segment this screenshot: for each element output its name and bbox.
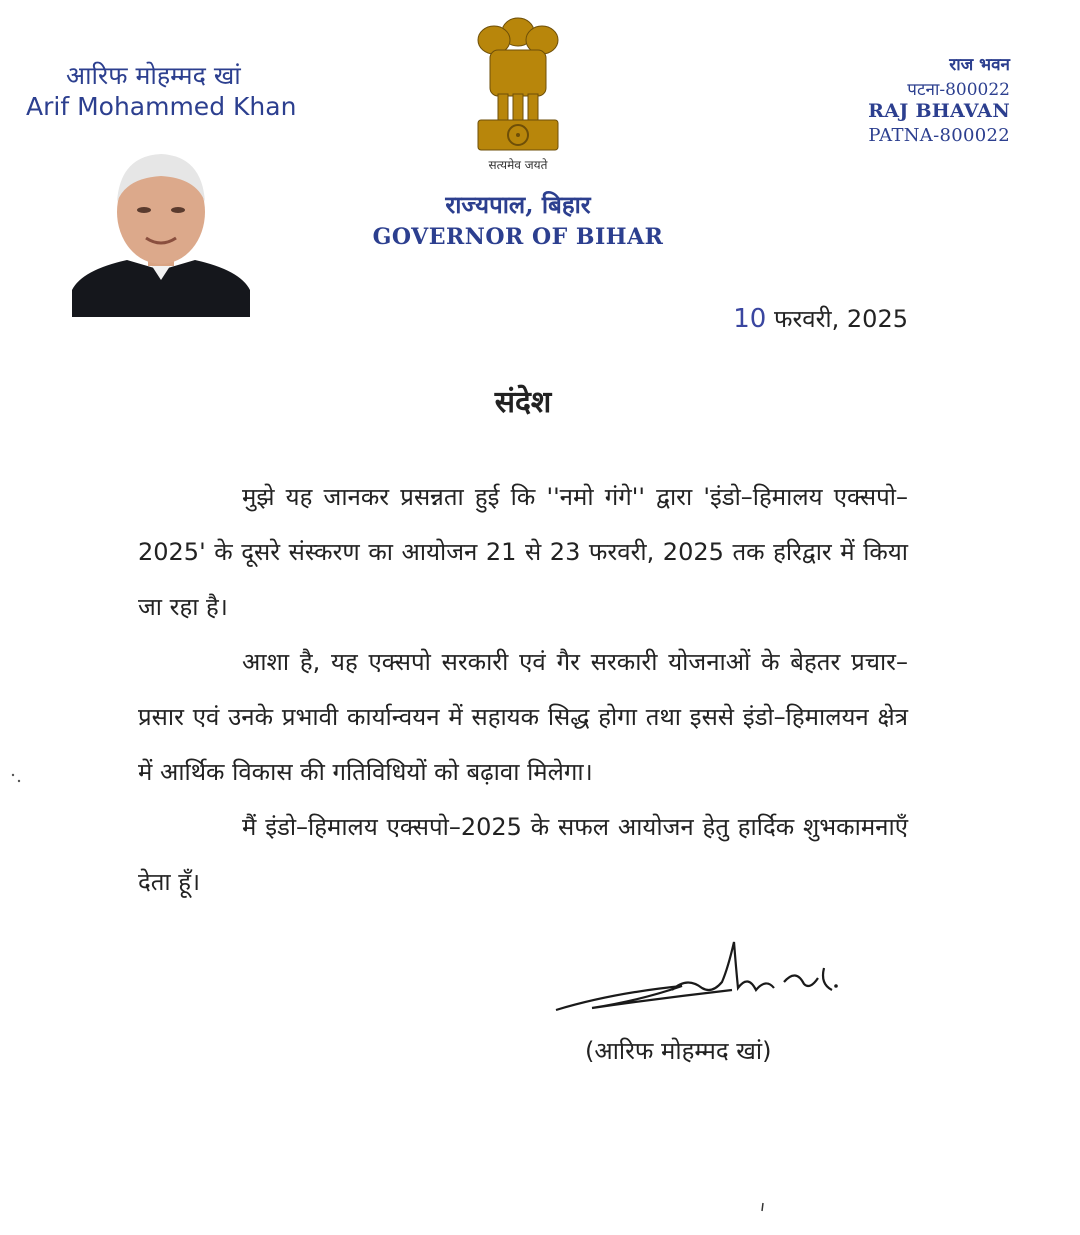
office-title-english: GOVERNOR OF BIHAR xyxy=(372,224,664,250)
date-month-year: फरवरी, 2025 xyxy=(766,305,908,333)
governor-portrait xyxy=(72,152,250,317)
letter-heading: संदेश xyxy=(494,385,552,420)
address-line-3: RAJ BHAVAN xyxy=(868,100,1010,122)
national-emblem xyxy=(468,10,568,160)
stray-mark xyxy=(758,1202,768,1212)
date-day: 10 xyxy=(733,304,767,334)
office-title-hindi: राज्यपाल, बिहार xyxy=(445,190,591,219)
emblem-motto: सत्यमेव जयते xyxy=(488,158,548,172)
governor-name-hindi: आरिफ मोहम्मद खां xyxy=(66,61,241,90)
letter-paragraph: मुझे यह जानकर प्रसन्नता हुई कि ''नमो गंगे'' द्वारा 'इंडो–हिमालय एक्सपो–2025' के दूसरे संस्करण का आयोजन 21 से 23 फरवरी, 2025 तक हरिद्वार में किया जा रहा है। xyxy=(138,483,908,621)
letter-body xyxy=(138,470,908,910)
address-line-1: राज भवन xyxy=(949,55,1010,75)
signatory-name: (आरिफ मोहम्मद खां) xyxy=(585,1037,772,1065)
governor-name-english: Arif Mohammed Khan xyxy=(26,92,297,121)
address-line-4: PATNA-800022 xyxy=(868,125,1010,146)
address-line-2: पटना-800022 xyxy=(907,80,1010,100)
letter-paragraph: मैं इंडो–हिमालय एक्सपो–2025 के सफल आयोजन हेतु हार्दिक शुभकामनाएँ देता हूँ। xyxy=(138,813,908,896)
stray-mark xyxy=(10,772,24,786)
letter-date xyxy=(733,302,908,335)
handwritten-signature xyxy=(552,938,842,1020)
letter-paragraph: आशा है, यह एक्सपो सरकारी एवं गैर सरकारी योजनाओं के बेहतर प्रचार–प्रसार एवं उनके प्रभावी कार्यान्वयन में सहायक सिद्ध होगा तथा इससे इंडो–हिमालयन क्षेत्र में आर्थिक विकास की गतिविधियों को बढ़ावा मिलेगा। xyxy=(138,648,908,786)
